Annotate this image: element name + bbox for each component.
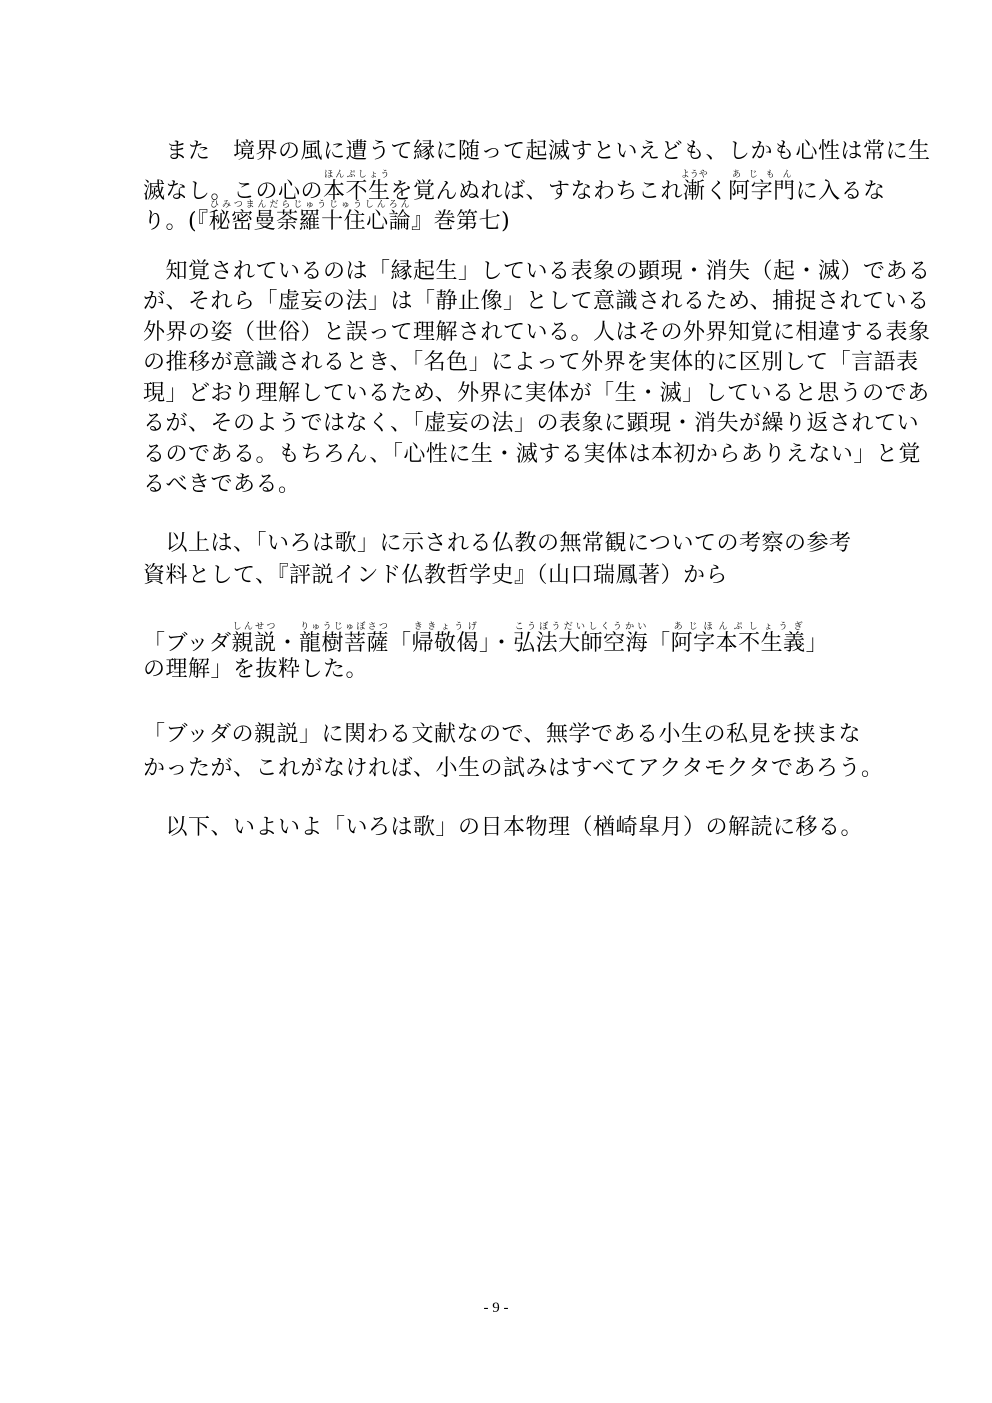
para2-line5: 現」どおり理解しているため、外界に実体が「生・滅」していると思うのであ bbox=[143, 381, 930, 406]
text-segment: 「 bbox=[648, 631, 671, 656]
para2-line8: るべきである。 bbox=[143, 472, 301, 497]
furigana-word: 親説しんせつ bbox=[231, 622, 277, 656]
furigana-word: 阿字門あじもん bbox=[728, 170, 796, 204]
text-segment: ・ bbox=[276, 631, 299, 656]
para2-line7: るのである。もちろん、「心性に生・滅する実体は本初からありえない」と覚 bbox=[143, 442, 921, 467]
page-number: - 9 - bbox=[483, 1300, 509, 1316]
para3-line2: 資料として、『評説インド仏教哲学史』（山口瑞鳳著）から bbox=[143, 563, 729, 588]
para3-line3 bbox=[143, 622, 863, 658]
furigana-reading: りゅうじゅぼさつ bbox=[299, 622, 390, 632]
para2-line3: 外界の姿（世俗）と誤って理解されている。人はその外界知覚に相違する表象 bbox=[143, 320, 931, 345]
para2-line6: るが、そのようではなく、「虚妄の法」の表象に顕現・消失が繰り返されてい bbox=[143, 411, 920, 436]
para2-line4: の推移が意識されるとき、「名色」によって外界を実体的に区別して「言語表 bbox=[143, 350, 919, 375]
furigana-word: 弘法大師空海こうぼうだいしくうかい bbox=[513, 622, 649, 656]
text-segment: 」 bbox=[805, 631, 829, 656]
furigana-word: 漸ようや bbox=[680, 170, 708, 204]
para3-line1: 以上は、「いろは歌」に示される仏教の無常観についての考察の参考 bbox=[143, 531, 852, 556]
text-segment: 滅なし。この心の bbox=[143, 179, 324, 204]
furigana-reading: こうぼうだいしくうかい bbox=[513, 622, 649, 632]
furigana-reading: ようや bbox=[680, 170, 708, 180]
para4-line1: 「ブッダの親説」に関わる文献なので、無学である小生の私見を挟まな bbox=[143, 722, 862, 747]
furigana-reading: ひみつまんだらじゅうじゅうしんろん bbox=[208, 200, 412, 210]
para1-line3 bbox=[143, 200, 863, 236]
furigana-reading: ほんぷしょう bbox=[323, 170, 391, 180]
text-segment: 」・ bbox=[479, 631, 514, 656]
furigana-reading: ききょうげ bbox=[411, 622, 480, 632]
furigana-word: 龍樹菩薩りゅうじゅぼさつ bbox=[299, 622, 390, 656]
furigana-reading: あじほんぷしょうぎ bbox=[670, 622, 806, 632]
text-segment: を覚んぬれば、すなわちこれ bbox=[390, 179, 684, 204]
para4-line2: かったが、これがなければ、小生の試みはすべてアクタモクタであろう。 bbox=[143, 756, 884, 781]
para2-line2: が、それら「虚妄の法」は「静止像」として意識されるため、捕捉されている bbox=[143, 289, 930, 314]
para3-line4: の理解」を抜粋した。 bbox=[143, 657, 369, 682]
furigana-word: 本不生ほんぷしょう bbox=[323, 170, 391, 204]
para2-line1: 知覚されているのは「縁起生」している表象の顕現・消失（起・滅）である bbox=[143, 259, 931, 284]
furigana-word: 秘密曼荼羅十住心論ひみつまんだらじゅうじゅうしんろん bbox=[208, 200, 412, 234]
furigana-reading: あじもん bbox=[728, 170, 796, 180]
text-segment: に入るな bbox=[795, 179, 886, 204]
para5-line1: 以下、いよいよ「いろは歌」の日本物理（楢崎皐月）の解読に移る。 bbox=[143, 815, 864, 840]
text-segment: く bbox=[705, 179, 729, 204]
text-segment: 「ブッダ bbox=[143, 631, 232, 656]
text-segment: 』巻第七) bbox=[411, 209, 511, 234]
text-segment: り。(『 bbox=[143, 209, 209, 234]
furigana-word: 帰敬偈ききょうげ bbox=[411, 622, 480, 656]
furigana-reading: しんせつ bbox=[231, 622, 277, 632]
para1-line1: また 境界の風に遭うて縁に随って起滅すといえども、しかも心性は常に生 bbox=[143, 139, 931, 164]
furigana-word: 阿字本不生義あじほんぷしょうぎ bbox=[670, 622, 806, 656]
text-segment: 「 bbox=[389, 631, 412, 656]
